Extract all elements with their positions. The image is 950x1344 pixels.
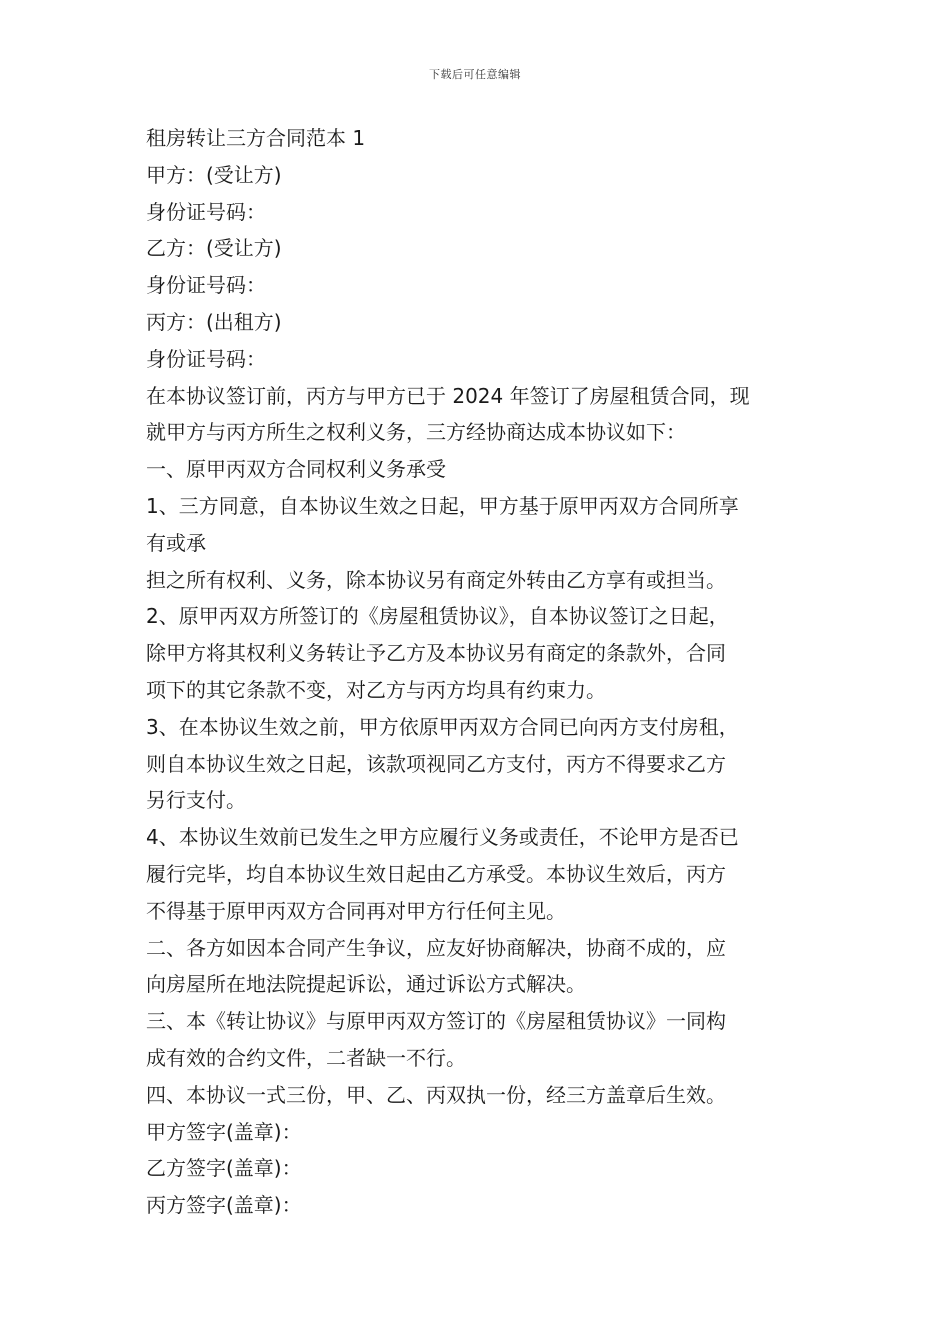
section-2-line-2: 向房屋所在地法院提起诉讼，通过诉讼方式解决。	[146, 972, 586, 997]
section-3-line-2: 成有效的合约文件，二者缺一不行。	[146, 1045, 466, 1070]
party-c-label: 丙方：(出租方)	[146, 309, 282, 334]
party-b-id-label: 身份证号码：	[146, 273, 266, 298]
party-b-label: 乙方：(受让方)	[146, 236, 282, 261]
party-a-id-label: 身份证号码：	[146, 199, 266, 224]
clause-1-line-2: 有或承	[146, 530, 206, 555]
clause-3-line-3: 另行支付。	[146, 788, 246, 813]
clause-3-line-1: 3、在本协议生效之前，甲方依原甲丙双方合同已向丙方支付房租，	[146, 714, 739, 739]
page-header-note: 下载后可任意编辑	[429, 68, 521, 81]
clause-4-line-3: 不得基于原甲丙双方合同再对甲方行任何主见。	[146, 898, 566, 923]
party-a-label: 甲方：(受让方)	[146, 162, 282, 187]
clause-2-line-2: 除甲方将其权利义务转让予乙方及本协议另有商定的条款外，合同	[146, 641, 726, 666]
document-title: 租房转让三方合同范本 1	[146, 126, 366, 150]
clause-4-line-2: 履行完毕，均自本协议生效日起由乙方承受。本协议生效后，丙方	[146, 861, 726, 886]
section-1-heading: 一、原甲丙双方合同权利义务承受	[146, 457, 446, 482]
section-3-line-1: 三、本《转让协议》与原甲丙双方签订的《房屋租赁协议》一同构	[146, 1009, 726, 1034]
party-c-id-label: 身份证号码：	[146, 346, 266, 371]
clause-4-line-1: 4、本协议生效前已发生之甲方应履行义务或责任，不论甲方是否已	[146, 825, 739, 850]
section-2-line-1: 二、各方如因本合同产生争议，应友好协商解决，协商不成的，应	[146, 935, 726, 960]
party-a-signature: 甲方签字(盖章)：	[146, 1119, 302, 1144]
clause-2-line-3: 项下的其它条款不变，对乙方与丙方均具有约束力。	[146, 677, 606, 702]
intro-line-1: 在本协议签订前，丙方与甲方已于 2024 年签订了房屋租赁合同，现	[146, 383, 750, 408]
clause-2-line-1: 2、原甲丙双方所签订的《房屋租赁协议》，自本协议签订之日起，	[146, 604, 729, 629]
intro-line-2: 就甲方与丙方所生之权利义务，三方经协商达成本协议如下：	[146, 420, 686, 445]
clause-1-line-3: 担之所有权利、义务，除本协议另有商定外转由乙方享有或担当。	[146, 567, 726, 592]
party-c-signature: 丙方签字(盖章)：	[146, 1193, 302, 1218]
clause-1-line-1: 1、三方同意，自本协议生效之日起，甲方基于原甲丙双方合同所享	[146, 493, 739, 518]
party-b-signature: 乙方签字(盖章)：	[146, 1156, 302, 1181]
clause-3-line-2: 则自本协议生效之日起，该款项视同乙方支付，丙方不得要求乙方	[146, 751, 726, 776]
section-4-line: 四、本协议一式三份，甲、乙、丙双执一份，经三方盖章后生效。	[146, 1082, 726, 1107]
document-body	[146, 120, 808, 1224]
